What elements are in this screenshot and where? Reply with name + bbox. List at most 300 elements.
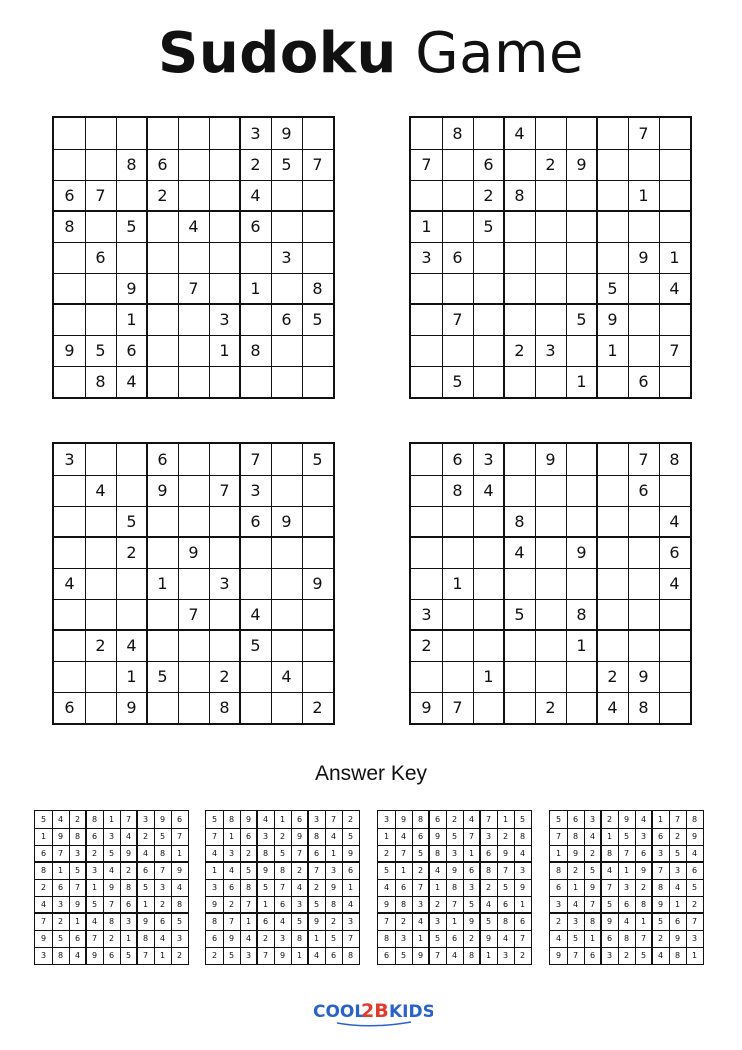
answer-cell: 1 (142, 900, 149, 909)
puzzle-cell: 6 (157, 155, 168, 174)
puzzle-cell (535, 475, 566, 506)
puzzle-cell (504, 630, 535, 661)
answer-cell: 6 (640, 849, 647, 858)
answer-cell: 8 (417, 815, 424, 824)
answer-cell: 5 (108, 849, 115, 858)
puzzle-cell: 5 (312, 310, 323, 329)
puzzle-cell: 1 (219, 341, 230, 360)
puzzle-cell (535, 506, 566, 537)
answer-cell: 2 (330, 917, 337, 926)
answer-cell: 7 (383, 917, 390, 926)
answer-cell: 3 (623, 883, 630, 892)
puzzle-cell: 3 (545, 341, 556, 360)
puzzle-cell (209, 118, 240, 149)
answer-cell: 4 (400, 832, 407, 841)
answer-cell: 1 (74, 917, 81, 926)
answer-cell: 5 (640, 951, 647, 960)
puzzle-cell: 5 (452, 372, 463, 391)
answer-cell: 4 (468, 815, 475, 824)
puzzle-cell (209, 273, 240, 304)
answer-cell: 9 (57, 832, 64, 841)
puzzle-cell (473, 242, 504, 273)
answer-cell: 9 (657, 900, 664, 909)
puzzle-cell (628, 304, 659, 335)
puzzle-cell: 4 (126, 636, 137, 655)
puzzle-cell (147, 366, 178, 397)
answer-cell: 6 (228, 883, 235, 892)
answer-cell: 7 (400, 849, 407, 858)
answer-cell: 4 (74, 951, 81, 960)
answer-cell: 3 (606, 951, 613, 960)
answer-cell: 9 (555, 951, 562, 960)
puzzle-cell: 2 (545, 155, 556, 174)
puzzle-cell (116, 599, 147, 630)
answer-cell: 4 (589, 832, 596, 841)
answer-cell: 5 (502, 883, 509, 892)
answer-cell: 7 (468, 832, 475, 841)
puzzle-cell (566, 444, 597, 475)
sudoku-puzzle-1 (52, 116, 335, 399)
puzzle-cell (411, 568, 442, 599)
puzzle-cell (54, 118, 85, 149)
answer-cell: 7 (211, 832, 218, 841)
answer-cell: 9 (623, 815, 630, 824)
answer-cell: 6 (108, 951, 115, 960)
puzzle-cell (535, 304, 566, 335)
answer-cell: 6 (572, 815, 579, 824)
puzzle-cell: 6 (95, 248, 106, 267)
puzzle-cell (271, 444, 302, 475)
answer-cell: 5 (691, 883, 698, 892)
answer-cell: 4 (623, 917, 630, 926)
puzzle-cell: 1 (576, 372, 587, 391)
answer-cell: 3 (57, 900, 64, 909)
answer-cell: 4 (142, 849, 149, 858)
puzzle-cell: 4 (669, 512, 680, 531)
puzzle-cell (147, 242, 178, 273)
puzzle-cell (504, 475, 535, 506)
puzzle-cell (411, 118, 442, 149)
puzzle-cell: 5 (607, 279, 618, 298)
answer-cell: 9 (400, 815, 407, 824)
puzzle-cell: 6 (250, 217, 261, 236)
answer-cell: 8 (502, 917, 509, 926)
answer-cell: 1 (400, 866, 407, 875)
answer-cell: 4 (555, 934, 562, 943)
puzzle-cell (597, 475, 628, 506)
answer-cell: 1 (606, 832, 613, 841)
answer-cell: 5 (451, 832, 458, 841)
puzzle-cell (271, 211, 302, 242)
puzzle-cell (271, 630, 302, 661)
puzzle-cell (240, 366, 271, 397)
answer-cell: 6 (383, 951, 390, 960)
puzzle-cell (566, 568, 597, 599)
puzzle-cell (302, 211, 333, 242)
answer-cell: 2 (176, 951, 183, 960)
answer-cell: 2 (40, 883, 47, 892)
answer-cell: 2 (657, 934, 664, 943)
puzzle-cell (116, 242, 147, 273)
answer-cell: 9 (347, 849, 354, 858)
answer-cell: 7 (91, 934, 98, 943)
puzzle-cell (442, 273, 473, 304)
puzzle-cell (597, 211, 628, 242)
answer-cell: 6 (468, 866, 475, 875)
answer-cell: 9 (572, 849, 579, 858)
puzzle-cell (271, 537, 302, 568)
puzzle-cell (442, 630, 473, 661)
answer-cell: 8 (657, 883, 664, 892)
answer-cell: 4 (572, 900, 579, 909)
answer-cell: 9 (485, 934, 492, 943)
puzzle-cell: 7 (452, 310, 463, 329)
puzzle-cell (659, 180, 690, 211)
answer-cell: 6 (674, 917, 681, 926)
puzzle-cell (302, 599, 333, 630)
puzzle-cell (54, 304, 85, 335)
answer-cell: 9 (330, 883, 337, 892)
answer-cell: 7 (262, 951, 269, 960)
puzzle-cell: 7 (638, 450, 649, 469)
answer-cell: 3 (245, 951, 252, 960)
puzzle-cell (240, 242, 271, 273)
answer-cell: 2 (313, 883, 320, 892)
answer-cell: 8 (691, 815, 698, 824)
puzzle-cell: 4 (483, 481, 494, 500)
puzzle-cell (85, 118, 116, 149)
puzzle-cell: 6 (281, 310, 292, 329)
puzzle-cell (302, 335, 333, 366)
puzzle-cell: 5 (250, 636, 261, 655)
answer-cell: 3 (228, 849, 235, 858)
puzzle-cell (659, 366, 690, 397)
puzzle-cell (85, 506, 116, 537)
answer-cell: 5 (572, 934, 579, 943)
puzzle-cell: 5 (157, 667, 168, 686)
answer-cell: 2 (674, 832, 681, 841)
puzzle-cell (473, 630, 504, 661)
puzzle-cell (302, 537, 333, 568)
answer-cell: 5 (623, 832, 630, 841)
puzzle-cell: 4 (250, 186, 261, 205)
answer-cell: 9 (74, 900, 81, 909)
puzzle-cell (535, 661, 566, 692)
puzzle-cell (116, 568, 147, 599)
puzzle-cell (566, 506, 597, 537)
answer-cell: 8 (262, 849, 269, 858)
puzzle-cell: 6 (638, 372, 649, 391)
answer-cell: 7 (502, 866, 509, 875)
answer-cell: 6 (555, 883, 562, 892)
puzzle-cell (302, 118, 333, 149)
answer-cell: 3 (502, 951, 509, 960)
answer-cell: 3 (519, 866, 526, 875)
puzzle-cell: 9 (607, 310, 618, 329)
puzzle-cell (209, 180, 240, 211)
answer-cell: 3 (296, 900, 303, 909)
answer-cell: 8 (228, 815, 235, 824)
answer-cell: 7 (330, 815, 337, 824)
answer-cell: 4 (674, 883, 681, 892)
puzzle-cell: 2 (545, 698, 556, 717)
answer-grid-1 (34, 810, 189, 965)
puzzle-cell (240, 537, 271, 568)
answer-cell: 6 (262, 917, 269, 926)
answer-cell: 1 (91, 883, 98, 892)
answer-cell: 1 (691, 951, 698, 960)
puzzle-cell (473, 273, 504, 304)
puzzle-cell (54, 599, 85, 630)
logo-text-mid: 2B (361, 1000, 389, 1022)
answer-cell: 8 (606, 849, 613, 858)
answer-cell: 1 (40, 832, 47, 841)
answer-cell: 6 (91, 832, 98, 841)
puzzle-cell: 1 (126, 310, 137, 329)
puzzle-cell (147, 273, 178, 304)
answer-cell: 7 (57, 849, 64, 858)
answer-grid-2 (205, 810, 360, 965)
answer-cell: 5 (279, 849, 286, 858)
puzzle-cell: 9 (421, 698, 432, 717)
puzzle-cell (178, 568, 209, 599)
puzzle-cell (54, 149, 85, 180)
answer-cell: 8 (623, 934, 630, 943)
answer-cell: 7 (347, 934, 354, 943)
answer-cell: 9 (91, 951, 98, 960)
puzzle-cell (116, 180, 147, 211)
puzzle-cell (178, 242, 209, 273)
answer-cell: 4 (417, 917, 424, 926)
puzzle-cell: 8 (219, 698, 230, 717)
answer-cell: 2 (347, 815, 354, 824)
puzzle-cell: 9 (157, 481, 168, 500)
puzzle-cell (504, 568, 535, 599)
logo-text-left: COOL (313, 1002, 366, 1022)
answer-cell: 6 (279, 900, 286, 909)
answer-cell: 5 (245, 866, 252, 875)
answer-cell: 3 (555, 900, 562, 909)
answer-cell: 2 (691, 900, 698, 909)
answer-cell: 1 (296, 951, 303, 960)
answer-grid-4 (549, 810, 704, 965)
puzzle-cell (473, 568, 504, 599)
puzzle-cell (442, 506, 473, 537)
puzzle-cell (442, 211, 473, 242)
answer-cell: 5 (57, 934, 64, 943)
answer-cell: 6 (330, 951, 337, 960)
puzzle-cell (442, 661, 473, 692)
answer-cell: 6 (347, 866, 354, 875)
puzzle-cell: 6 (483, 155, 494, 174)
puzzle-cell (116, 118, 147, 149)
puzzle-cell (442, 537, 473, 568)
answer-cell: 8 (451, 883, 458, 892)
puzzle-cell (504, 273, 535, 304)
puzzle-cell (209, 444, 240, 475)
puzzle-cell: 2 (514, 341, 525, 360)
puzzle-cell: 1 (483, 667, 494, 686)
answer-cell: 2 (228, 900, 235, 909)
answer-cell: 1 (519, 900, 526, 909)
puzzle-cell: 9 (126, 698, 137, 717)
puzzle-cell (240, 568, 271, 599)
answer-cell: 9 (468, 917, 475, 926)
answer-cell: 1 (623, 866, 630, 875)
answer-cell: 4 (245, 934, 252, 943)
answer-cell: 1 (674, 900, 681, 909)
answer-cell: 5 (125, 951, 132, 960)
puzzle-cell: 7 (250, 450, 261, 469)
logo-swoosh-icon (337, 1022, 411, 1026)
puzzle-cell (597, 599, 628, 630)
puzzle-cell: 3 (64, 450, 75, 469)
puzzle-cell: 1 (157, 574, 168, 593)
answer-cell: 5 (657, 917, 664, 926)
answer-cell: 1 (589, 934, 596, 943)
answer-cell: 3 (108, 832, 115, 841)
answer-cell: 4 (451, 951, 458, 960)
answer-cell: 2 (640, 883, 647, 892)
puzzle-cell (659, 475, 690, 506)
puzzle-cell (85, 211, 116, 242)
answer-cell: 8 (555, 866, 562, 875)
answer-cell: 9 (451, 866, 458, 875)
answer-cell: 3 (434, 917, 441, 926)
puzzle-cell: 2 (250, 155, 261, 174)
puzzle-cell (411, 304, 442, 335)
answer-cell: 2 (125, 866, 132, 875)
puzzle-cell (597, 537, 628, 568)
answer-key-title: Answer Key (314, 762, 428, 785)
answer-cell: 2 (400, 917, 407, 926)
answer-cell: 1 (108, 815, 115, 824)
puzzle-cell (628, 568, 659, 599)
puzzle-cell (271, 366, 302, 397)
answer-cell: 8 (296, 934, 303, 943)
puzzle-cell (54, 630, 85, 661)
answer-cell: 6 (57, 883, 64, 892)
puzzle-cell (628, 630, 659, 661)
answer-cell: 5 (330, 934, 337, 943)
answer-cell: 4 (176, 883, 183, 892)
answer-cell: 7 (606, 883, 613, 892)
puzzle-cell: 4 (95, 481, 106, 500)
answer-cell: 3 (589, 815, 596, 824)
puzzle-cell (411, 273, 442, 304)
answer-cell: 4 (262, 815, 269, 824)
puzzle-cell (209, 506, 240, 537)
puzzle-cell: 2 (607, 667, 618, 686)
puzzle-cell (240, 692, 271, 723)
answer-cell: 7 (657, 866, 664, 875)
puzzle-cell (178, 506, 209, 537)
answer-cell: 8 (159, 849, 166, 858)
answer-cell: 6 (211, 934, 218, 943)
puzzle-cell: 6 (452, 248, 463, 267)
puzzle-cell: 4 (514, 543, 525, 562)
puzzle-cell (628, 273, 659, 304)
answer-cell: 9 (502, 849, 509, 858)
puzzle-cell (116, 475, 147, 506)
answer-cell: 3 (91, 866, 98, 875)
answer-cell: 2 (245, 849, 252, 858)
answer-cell: 9 (674, 934, 681, 943)
puzzle-cell (597, 149, 628, 180)
answer-cell: 2 (502, 832, 509, 841)
puzzle-cell (504, 366, 535, 397)
answer-cell: 7 (108, 900, 115, 909)
puzzle-cell (473, 304, 504, 335)
answer-cell: 3 (279, 934, 286, 943)
answer-cell: 3 (468, 883, 475, 892)
puzzle-cell: 8 (312, 279, 323, 298)
answer-cell: 3 (383, 815, 390, 824)
puzzle-cell (271, 335, 302, 366)
sudoku-puzzle-3 (52, 442, 335, 725)
answer-cell: 2 (296, 866, 303, 875)
answer-cell: 2 (485, 883, 492, 892)
puzzle-cell (628, 335, 659, 366)
answer-cell: 6 (519, 917, 526, 926)
answer-cell: 7 (589, 900, 596, 909)
answer-cell: 6 (400, 883, 407, 892)
puzzle-cell (271, 273, 302, 304)
puzzle-cell: 3 (219, 310, 230, 329)
answer-cell: 9 (296, 832, 303, 841)
puzzle-cell: 7 (669, 341, 680, 360)
puzzle-cell (178, 444, 209, 475)
puzzle-cell: 5 (483, 217, 494, 236)
answer-cell: 6 (40, 849, 47, 858)
answer-cell: 5 (555, 815, 562, 824)
answer-cell: 4 (519, 849, 526, 858)
answer-cell: 7 (313, 866, 320, 875)
puzzle-cell: 7 (95, 186, 106, 205)
puzzle-cell: 8 (250, 341, 261, 360)
puzzle-cell (597, 366, 628, 397)
answer-cell: 9 (245, 815, 252, 824)
answer-cell: 1 (211, 866, 218, 875)
answer-cell: 9 (176, 866, 183, 875)
puzzle-cell: 1 (126, 667, 137, 686)
puzzle-cell (504, 211, 535, 242)
answer-grid-3 (377, 810, 532, 965)
answer-cell: 5 (211, 815, 218, 824)
answer-cell: 6 (485, 849, 492, 858)
puzzle-cell (271, 180, 302, 211)
answer-cell: 7 (176, 832, 183, 841)
puzzle-cell: 7 (219, 481, 230, 500)
answer-cell: 4 (434, 866, 441, 875)
answer-cell: 2 (451, 815, 458, 824)
answer-cell: 6 (451, 934, 458, 943)
answer-cell: 8 (640, 900, 647, 909)
answer-cell: 3 (211, 883, 218, 892)
answer-cell: 7 (451, 900, 458, 909)
answer-cell: 5 (40, 815, 47, 824)
answer-cell: 2 (468, 934, 475, 943)
answer-cell: 3 (330, 866, 337, 875)
answer-cell: 9 (142, 917, 149, 926)
puzzle-cell: 3 (250, 124, 261, 143)
answer-cell: 5 (313, 900, 320, 909)
answer-cell: 2 (572, 866, 579, 875)
answer-cell: 6 (74, 934, 81, 943)
puzzle-cell (411, 506, 442, 537)
puzzle-cell (240, 661, 271, 692)
puzzle-cell (178, 149, 209, 180)
